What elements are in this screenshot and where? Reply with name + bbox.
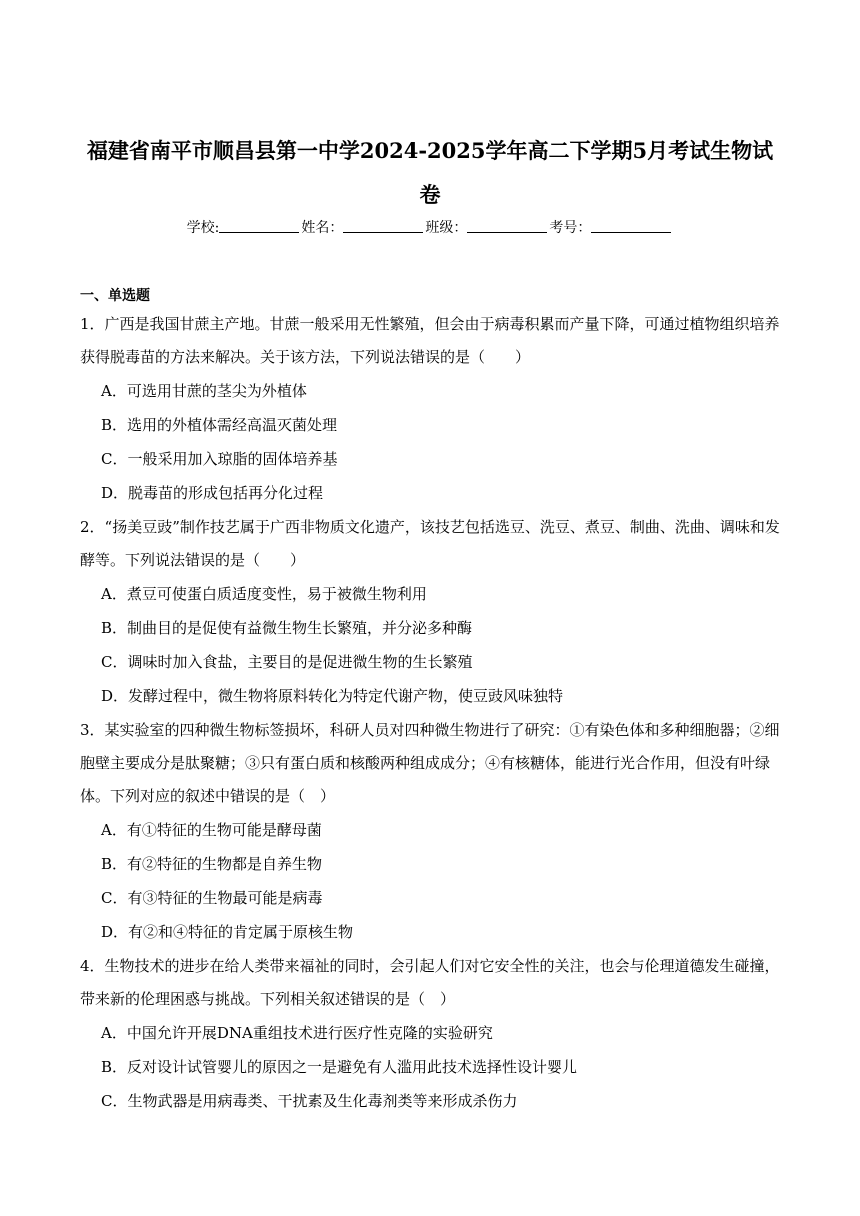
- question-4-option-a: A．中国允许开展DNA重组技术进行医疗性克隆的实验研究: [101, 1024, 493, 1042]
- question-3-option-b: B．有②特征的生物都是自养生物: [101, 855, 323, 873]
- class-label: 班级：: [425, 220, 468, 236]
- question-1-stem-line-1: 1．广西是我国甘蔗主产地。甘蔗一般采用无性繁殖，但会由于病毒积累而产量下降，可通过植物组织培养: [80, 315, 780, 333]
- exam-title-line-1: 福建省南平市顺昌县第一中学2024-2025学年高二下学期5月考试生物试: [86, 138, 774, 163]
- question-2-option-c: C．调味时加入食盐，主要目的是促进微生物的生长繁殖: [101, 653, 473, 671]
- question-3-option-c: C．有③特征的生物最可能是病毒: [101, 889, 323, 907]
- question-2-stem-line-1: 2．“扬美豆豉”制作技艺属于广西非物质文化遗产，该技艺包括选豆、洗豆、煮豆、制曲、洗曲、调味和发: [80, 518, 780, 536]
- section-title: 一、单选题: [80, 288, 150, 304]
- name-blank: [343, 220, 423, 233]
- question-1-option-c: C．一般采用加入琼脂的固体培养基: [101, 450, 338, 468]
- question-3-stem-line-2: 胞壁主要成分是肽聚糖；③只有蛋白质和核酸两种组成成分；④有核糖体，能进行光合作用，但没有叶绿: [80, 754, 771, 772]
- question-3-stem-line-1: 3．某实验室的四种微生物标签损坏，科研人员对四种微生物进行了研究：①有染色体和多种细胞器；②细: [80, 721, 780, 739]
- school-label: 学校:: [186, 220, 220, 236]
- question-1-option-b: B．选用的外植体需经高温灭菌处理: [101, 416, 338, 434]
- exam-number-label: 考号：: [549, 220, 592, 236]
- question-1-stem-line-2: 获得脱毒苗的方法来解决。关于该方法，下列说法错误的是（ ）: [80, 348, 531, 366]
- question-4-stem-line-2: 带来新的伦理困惑与挑战。下列相关叙述错误的是（ ）: [80, 990, 456, 1008]
- class-blank: [467, 220, 547, 233]
- question-3-stem-line-3: 体。下列对应的叙述中错误的是（ ）: [80, 787, 336, 805]
- question-2-option-d: D．发酵过程中，微生物将原料转化为特定代谢产物，使豆豉风味独特: [101, 687, 564, 705]
- question-4-option-c: C．生物武器是用病毒类、干扰素及生化毒剂类等来形成杀伤力: [101, 1092, 518, 1110]
- school-blank: [219, 220, 299, 233]
- name-label: 姓名：: [301, 220, 344, 236]
- question-4-option-b: B．反对设计试管婴儿的原因之一是避免有人滥用此技术选择性设计婴儿: [101, 1058, 578, 1076]
- question-1-option-a: A．可选用甘蔗的茎尖为外植体: [101, 382, 307, 400]
- question-1-option-d: D．脱毒苗的形成包括再分化过程: [101, 484, 324, 502]
- question-3-option-a: A．有①特征的生物可能是酵母菌: [101, 821, 322, 839]
- exam-number-blank: [591, 220, 671, 233]
- question-4-stem-line-1: 4．生物技术的进步在给人类带来福祉的同时，会引起人们对它安全性的关注，也会与伦理道德发生碰撞，: [80, 957, 780, 975]
- question-2-option-a: A．煮豆可使蛋白质适度变性，易于被微生物利用: [101, 585, 427, 603]
- student-info-line: [60, 220, 800, 235]
- exam-title-line-2: 卷: [419, 182, 441, 207]
- question-2-option-b: B．制曲目的是促使有益微生物生长繁殖，并分泌多种酶: [101, 619, 473, 637]
- question-2-stem-line-2: 酵等。下列说法错误的是（ ）: [80, 551, 306, 569]
- question-3-option-d: D．有②和④特征的肯定属于原核生物: [101, 923, 354, 941]
